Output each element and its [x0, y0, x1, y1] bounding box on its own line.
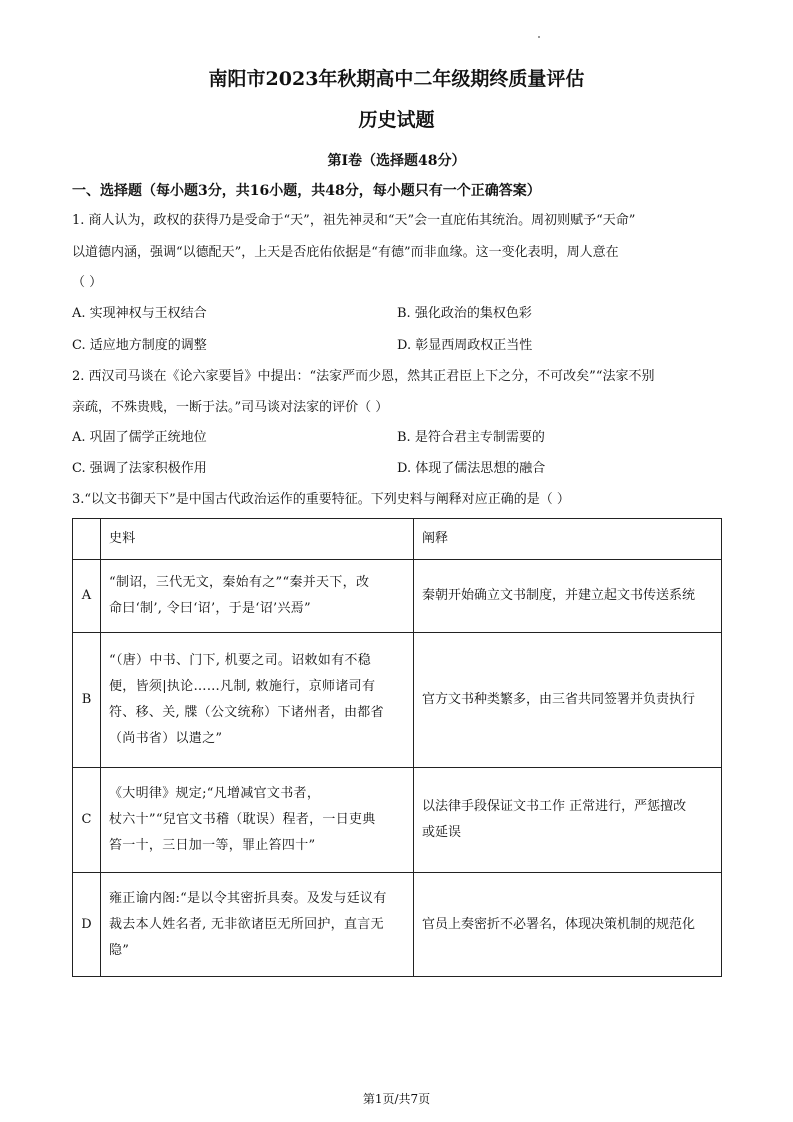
header-label-cell	[73, 519, 101, 560]
exam-title: 南阳市2023年秋期高中二年级期终质量评估	[208, 68, 585, 90]
source-line: 《大明律》规定;“凡增减官文书者，	[109, 786, 321, 801]
source-line: 裁去本人姓名者, 无非欲诸臣无所回护，直言无	[109, 916, 384, 932]
source-line: （尚书省）以遣之”	[109, 731, 223, 746]
explain-line: 官员上奏密折不必署名，体现决策机制的规范化	[422, 916, 696, 932]
q2-option-c: C. 强调了法家积极作用	[72, 461, 207, 476]
row-label: A	[73, 560, 101, 633]
explain-line: 或延误	[422, 825, 462, 840]
source-line: 命曰‘制’, 令曰‘诏’，于是‘诏’兴焉”	[109, 601, 312, 616]
q1-option-a: A. 实现神权与王权结合	[72, 306, 207, 321]
row-label: D	[73, 873, 101, 977]
table-row	[73, 560, 722, 633]
table-row	[73, 768, 722, 873]
row-label: C	[73, 768, 101, 873]
q2-stem-line2: 亲疏，不殊贵贱，一断于法。”司马谈对法家的评价（ ）	[72, 400, 389, 415]
source-line: 隐”	[109, 942, 130, 958]
q1-stem-line1: 1. 商人认为，政权的获得乃是受命于“天”，祖先神灵和“天”会一直庇佑其统治。周初则赋予“天命”	[72, 213, 636, 228]
q1-option-c: C. 适应地方制度的调整	[72, 338, 207, 353]
table-header-row	[73, 519, 722, 560]
source-line: 杖六十”“兒官文书稽（耽误）程者，一日吏典	[109, 812, 376, 827]
q1-stem-line2: 以道德内涵，强调“以德配天”，上天是否庇佑依据是“有德”而非血缘。这一变化表明，周人意在	[72, 245, 619, 260]
volume-title: 第Ⅰ卷（选择题48分）	[327, 153, 466, 169]
section-heading: 一、选择题（每小题3分，共16小题，共48分，每小题只有一个正确答案）	[72, 183, 541, 199]
row-source	[101, 768, 414, 873]
row-label: B	[73, 633, 101, 768]
q2-option-a: A. 巩固了儒学正统地位	[72, 430, 207, 445]
scan-speck	[538, 36, 540, 38]
explain-line: 官方文书种类繁多，由三省共同签署并负责执行	[422, 692, 696, 707]
source-line: 便，皆须|执论……凡制, 敕施行，京师诸司有	[109, 679, 376, 694]
q2-option-b: B. 是符合君主专制需要的	[397, 430, 545, 445]
q1-option-d: D. 彰显西周政权正当性	[397, 338, 533, 353]
source-line: 笞一十，三日加一等，罪止笞四十”	[109, 838, 316, 853]
q2-option-d: D. 体现了儒法思想的融合	[397, 461, 546, 476]
q3-stem: 3.“以文书御天下”是中国古代政治运作的重要特征。下列史料与阐释对应正确的是（ ）	[72, 492, 570, 507]
source-line: “制诏，三代无文，秦始有之”“秦并天下，改	[109, 575, 370, 590]
q3-source-table	[72, 518, 722, 977]
row-source	[101, 560, 414, 633]
row-explain	[414, 633, 722, 768]
table-row	[73, 873, 722, 977]
row-explain	[414, 560, 722, 633]
header-source: 史料	[101, 519, 414, 560]
explain-line: 秦朝开始确立文书制度，并建立起文书传送系统	[422, 588, 696, 603]
table-row	[73, 633, 722, 768]
exam-subject: 历史试题	[358, 109, 435, 131]
source-line: 雍正谕内阁:“是以令其密折具奏。及发与廷议有	[109, 890, 387, 906]
row-explain	[414, 873, 722, 977]
row-explain	[414, 768, 722, 873]
page-number: 第1页/共7页	[362, 1092, 431, 1106]
explain-line: 以法律手段保证文书工作 正常进行，严惩擅改	[422, 799, 687, 814]
q1-answer-blank: （ ）	[72, 275, 103, 290]
row-source	[101, 873, 414, 977]
source-line: “（唐）中书、门下, 机要之司。诏敕如有不稳	[109, 653, 372, 668]
q2-stem-line1: 2. 西汉司马谈在《论六家要旨》中提出：“法家严而少恩，然其正君臣上下之分，不可改矣”“法家不别	[72, 369, 655, 384]
row-source	[101, 633, 414, 768]
header-explain: 阐释	[414, 519, 722, 560]
source-line: 符、移、关, 牒（公文统称）下诸州者，由都省	[109, 705, 384, 720]
q1-option-b: B. 强化政治的集权色彩	[397, 306, 532, 321]
